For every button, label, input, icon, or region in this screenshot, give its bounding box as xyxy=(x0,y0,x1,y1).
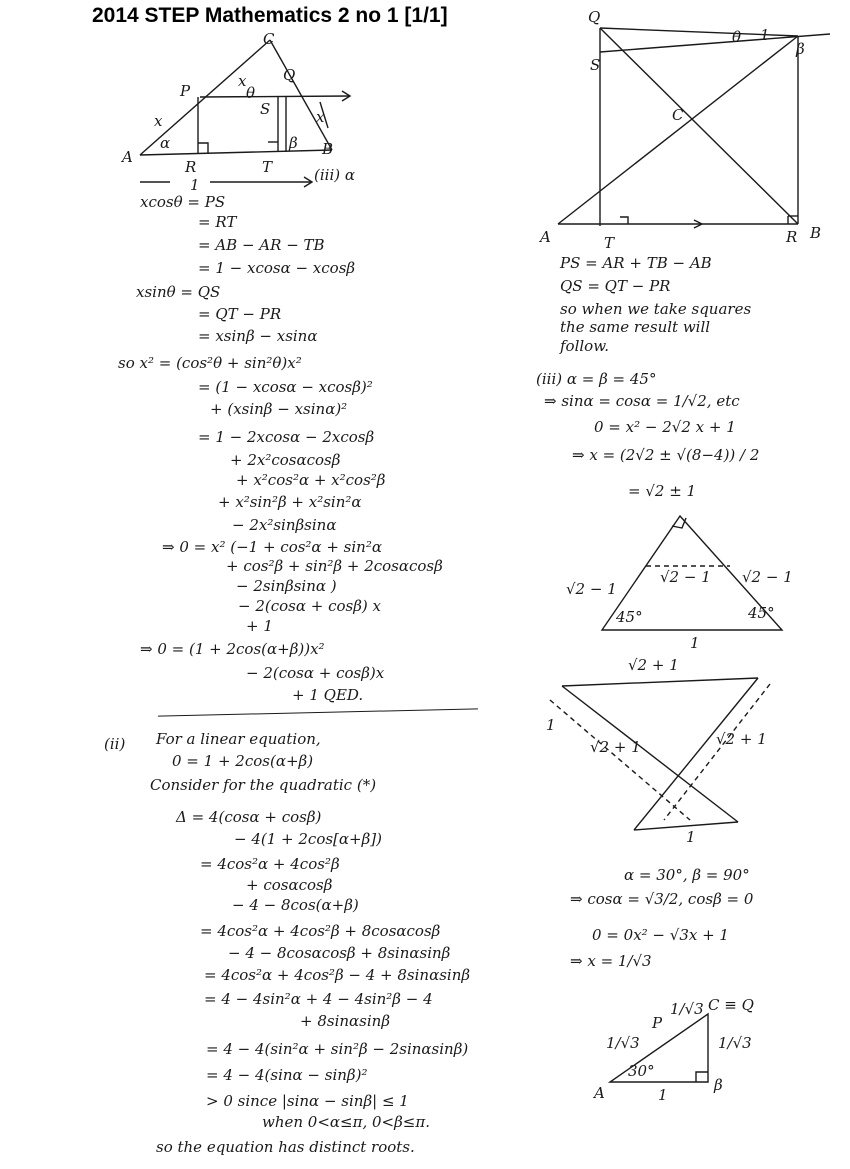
part-i-line-23: + 1 QED. xyxy=(292,686,364,704)
fig5-label-p: P xyxy=(652,1014,663,1032)
fig1-label-x-left: x xyxy=(154,112,163,130)
part-ii-line-15: = 4 − 4(sinα − sinβ)² xyxy=(206,1066,368,1084)
fig4-label-base: 1 xyxy=(686,828,696,846)
fig1-label-alpha: α xyxy=(160,134,171,152)
right-text-3: so when we take squares xyxy=(560,300,752,318)
part-i-line-22: − 2(cosα + cosβ)x xyxy=(246,664,385,682)
part-iii-line-5: = √2 ± 1 xyxy=(628,482,697,500)
part-ii-line-17: when 0<α≤π, 0<β≤π. xyxy=(262,1113,430,1131)
part-i-line-9: = (1 − xcosα − xcosβ)² xyxy=(198,378,373,396)
fig5-label-ang: 30° xyxy=(628,1062,655,1080)
figure-square-diagonals xyxy=(540,10,840,250)
part-iii-b-line-1: α = 30°, β = 90° xyxy=(624,866,750,884)
fig2-label-q: Q xyxy=(588,8,601,26)
part-i-line-16: ⇒ 0 = x² (−1 + cos²α + sin²α xyxy=(162,538,382,556)
fig1-label-x-top: x xyxy=(238,72,247,90)
part-i-line-5: xsinθ = QS xyxy=(136,283,221,301)
part-iii-line-3: 0 = x² − 2√2 x + 1 xyxy=(594,418,736,436)
right-text-2: QS = QT − PR xyxy=(560,277,671,295)
part-i-line-7: = xsinβ − xsinα xyxy=(198,327,318,345)
fig4-label-left: √2 + 1 xyxy=(590,738,641,756)
fig5-label-base: 1 xyxy=(658,1086,668,1104)
fig5-label-right: 1/√3 xyxy=(718,1034,752,1052)
section-divider xyxy=(158,708,478,716)
part-ii-line-2: 0 = 1 + 2cos(α+β) xyxy=(172,752,314,770)
part-i-line-11: = 1 − 2xcosα − 2xcosβ xyxy=(198,428,375,446)
fig3-label-dash: √2 − 1 xyxy=(660,568,711,586)
part-i-line-13: + x²cos²α + x²cos²β xyxy=(236,471,386,489)
fig5-label-left: 1/√3 xyxy=(606,1034,640,1052)
part-i-line-10: + (xsinβ − xsinα)² xyxy=(210,400,348,418)
part-ii-line-3: Consider for the quadratic (*) xyxy=(150,776,377,794)
right-text-4: the same result will xyxy=(560,318,711,336)
fig2-label-one: 1 xyxy=(760,26,770,44)
fig1-label-beta: β xyxy=(289,134,298,152)
fig1-label-r: R xyxy=(185,158,197,176)
fig1-label-s: S xyxy=(260,100,271,118)
part-i-line-2: = RT xyxy=(198,213,237,231)
right-text-1: PS = AR + TB − AB xyxy=(560,254,712,272)
page-title: 2014 STEP Mathematics 2 no 1 [1/1] xyxy=(92,4,448,27)
fig5-label-cq: C ≡ Q xyxy=(708,996,754,1014)
part-i-line-19: − 2(cosα + cosβ) x xyxy=(238,597,381,615)
part-ii-line-8: − 4 − 8cos(α+β) xyxy=(232,896,359,914)
fig1-note-iii: (iii) α xyxy=(314,166,355,184)
part-i-line-3: = AB − AR − TB xyxy=(198,236,325,254)
fig1-label-a: A xyxy=(122,148,133,166)
part-iii-line-1: (iii) α = β = 45° xyxy=(536,370,657,388)
part-i-line-20: + 1 xyxy=(246,617,273,635)
fig2-label-a: A xyxy=(540,228,551,246)
part-ii-line-1: For a linear equation, xyxy=(156,730,321,748)
part-i-line-8: so x² = (cos²θ + sin²θ)x² xyxy=(118,354,302,372)
part-ii-label: (ii) xyxy=(104,735,126,753)
fig1-label-x-right: x xyxy=(316,108,325,126)
part-iii-line-2: ⇒ sinα = cosα = 1/√2, etc xyxy=(544,392,740,410)
part-ii-line-4: Δ = 4(cosα + cosβ) xyxy=(176,808,322,826)
part-ii-line-13: + 8sinαsinβ xyxy=(300,1012,390,1030)
fig2-label-b: B xyxy=(810,224,822,242)
part-i-line-14: + x²sin²β + x²sin²α xyxy=(218,493,362,511)
part-i-line-18: − 2sinβsinα ) xyxy=(236,577,337,595)
right-text-5: follow. xyxy=(560,337,610,355)
fig1-label-one: 1 xyxy=(190,176,200,194)
part-ii-line-14: = 4 − 4(sin²α + sin²β − 2sinαsinβ) xyxy=(206,1040,469,1058)
figure-length-arrow xyxy=(140,176,320,188)
figure-crossed-triangles xyxy=(540,670,790,840)
part-ii-line-16: > 0 since |sinα − sinβ| ≤ 1 xyxy=(206,1092,409,1110)
fig1-label-b: B xyxy=(322,140,334,158)
fig2-label-theta: θ xyxy=(732,28,742,46)
fig1-label-c: C xyxy=(263,30,275,48)
fig5-label-a: A xyxy=(594,1084,605,1102)
fig3-label-ang-l: 45° xyxy=(616,608,643,626)
fig2-label-beta: β xyxy=(796,40,805,58)
fig3-label-left: √2 − 1 xyxy=(566,580,617,598)
fig1-label-q: Q xyxy=(283,66,296,84)
fig2-label-t: T xyxy=(604,234,615,252)
part-ii-line-7: + cosαcosβ xyxy=(246,876,333,894)
part-ii-line-6: = 4cos²α + 4cos²β xyxy=(200,855,340,873)
fig4-label-right: √2 + 1 xyxy=(716,730,767,748)
part-ii-line-10: − 4 − 8cosαcosβ + 8sinαsinβ xyxy=(228,944,451,962)
fig1-label-t: T xyxy=(262,158,273,176)
fig3-label-ang-r: 45° xyxy=(748,604,775,622)
part-ii-line-9: = 4cos²α + 4cos²β + 8cosαcosβ xyxy=(200,922,441,940)
part-ii-line-18: so the equation has distinct roots. xyxy=(156,1138,415,1156)
fig2-label-r: R xyxy=(786,228,798,246)
fig1-label-theta: θ xyxy=(246,84,256,102)
fig3-label-right: √2 − 1 xyxy=(742,568,793,586)
part-ii-line-12: = 4 − 4sin²α + 4 − 4sin²β − 4 xyxy=(204,990,433,1008)
part-i-line-12: + 2x²cosαcosβ xyxy=(230,451,341,469)
fig3-label-base: 1 xyxy=(690,634,700,652)
fig2-label-s: S xyxy=(590,56,601,74)
fig5-label-b: β xyxy=(714,1076,723,1094)
part-i-line-17: + cos²β + sin²β + 2cosαcosβ xyxy=(226,557,443,575)
fig2-label-c: C xyxy=(672,106,684,124)
part-ii-line-5: − 4(1 + 2cos[α+β]) xyxy=(234,830,382,848)
part-i-line-21: ⇒ 0 = (1 + 2cos(α+β))x² xyxy=(140,640,325,658)
part-i-line-6: = QT − PR xyxy=(198,305,282,323)
fig4-label-top: √2 + 1 xyxy=(628,656,679,674)
part-i-line-4: = 1 − xcosα − xcosβ xyxy=(198,259,356,277)
part-ii-line-11: = 4cos²α + 4cos²β − 4 + 8sinαsinβ xyxy=(204,966,471,984)
part-i-line-15: − 2x²sinβsinα xyxy=(232,516,337,534)
part-iii-line-4: ⇒ x = (2√2 ± √(8−4)) / 2 xyxy=(572,446,760,464)
part-iii-b-line-4: ⇒ x = 1/√3 xyxy=(570,952,652,970)
part-iii-b-line-2: ⇒ cosα = √3/2, cosβ = 0 xyxy=(570,890,754,908)
fig1-label-p: P xyxy=(180,82,191,100)
fig4-label-lone: 1 xyxy=(546,716,556,734)
part-iii-b-line-3: 0 = 0x² − √3x + 1 xyxy=(592,926,729,944)
fig5-label-top: 1/√3 xyxy=(670,1000,704,1018)
part-i-line-1: xcosθ = PS xyxy=(140,193,226,211)
